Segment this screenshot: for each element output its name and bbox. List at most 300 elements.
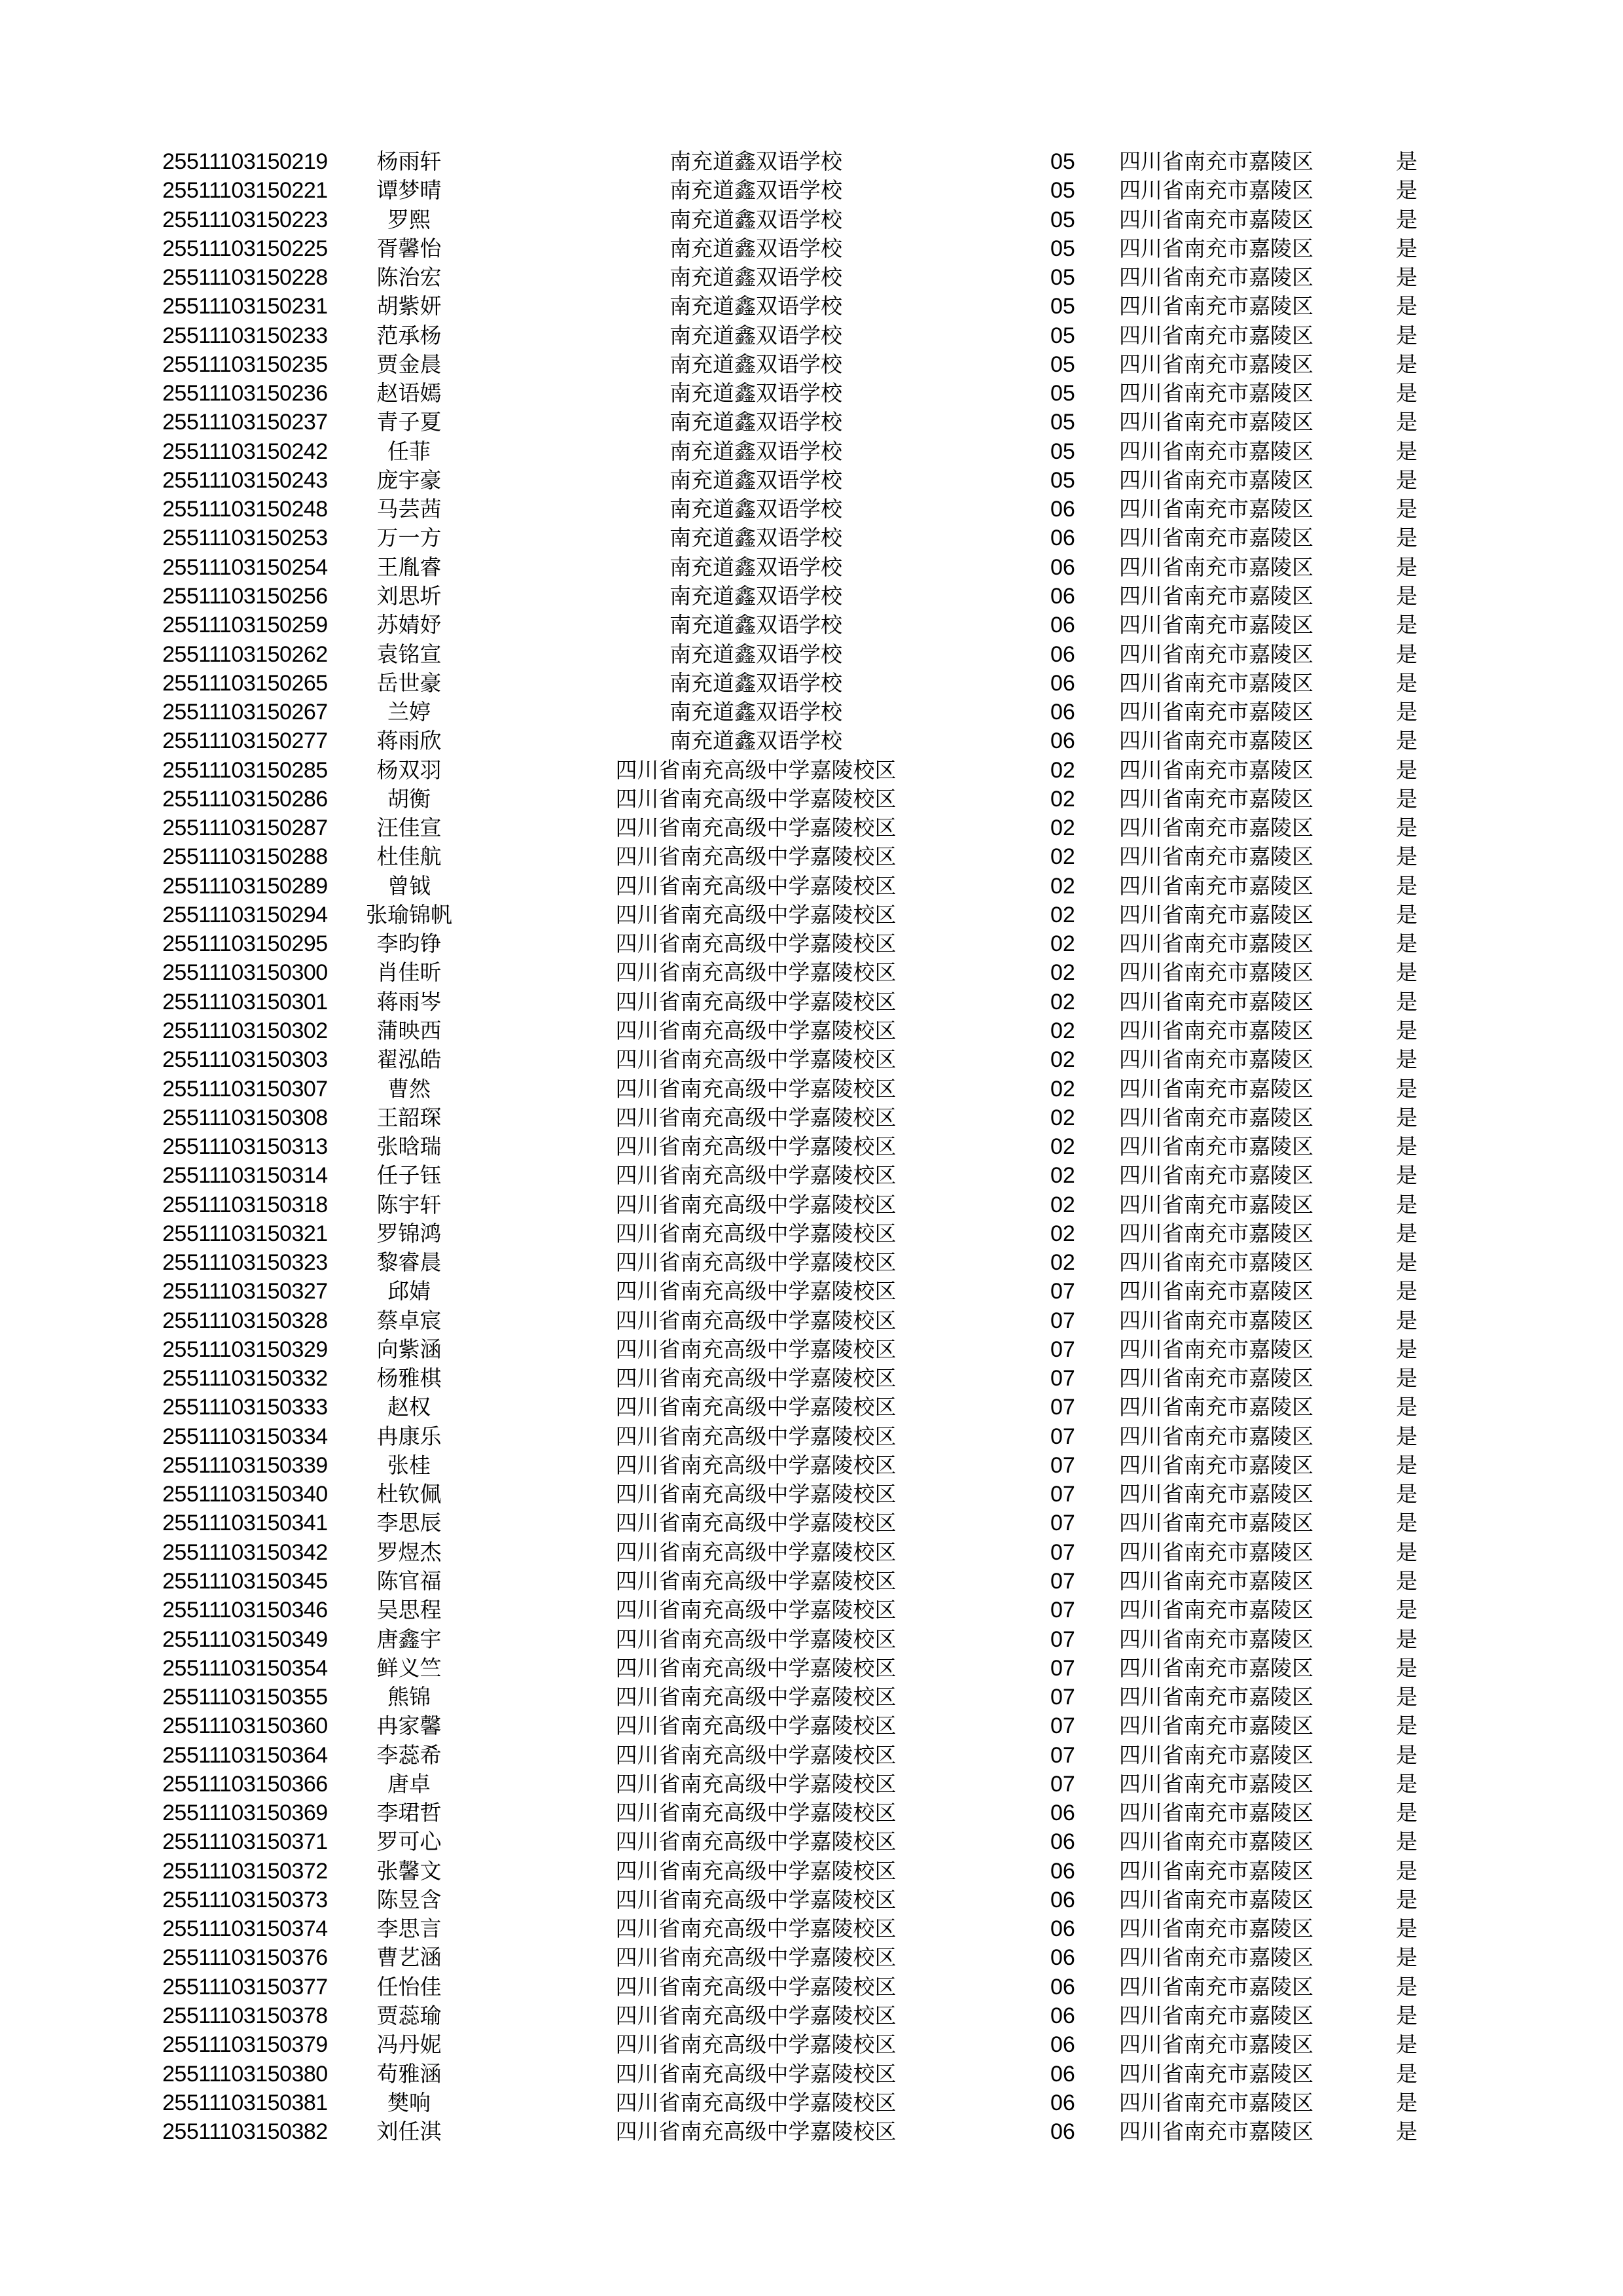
student-name-cell: 冉家馨 [376, 1713, 442, 1739]
student-name-cell: 蒋雨岑 [376, 988, 442, 1014]
student-name-cell: 蔡卓宸 [376, 1307, 442, 1333]
status-flag-cell: 是 [1396, 1134, 1418, 1160]
school-name-cell: 四川省南充高级中学嘉陵校区 [615, 1568, 897, 1594]
student-id-cell: 25511103150339 [162, 1452, 328, 1478]
status-flag-cell: 是 [1396, 785, 1418, 812]
school-name-cell: 四川省南充高级中学嘉陵校区 [615, 2089, 897, 2115]
status-flag-cell: 是 [1396, 1075, 1418, 1102]
student-name-cell: 杨雅棋 [376, 1365, 442, 1391]
school-name-cell: 四川省南充高级中学嘉陵校区 [615, 931, 897, 957]
region-cell: 四川省南充市嘉陵区 [1119, 1307, 1313, 1333]
student-name-cell: 谭梦晴 [376, 177, 442, 204]
school-name-cell: 四川省南充高级中学嘉陵校区 [615, 960, 897, 986]
status-flag-cell: 是 [1396, 815, 1418, 841]
student-id-cell: 25511103150223 [162, 207, 328, 232]
class-number-cell: 06 [1050, 2119, 1075, 2145]
status-flag-cell: 是 [1396, 1191, 1418, 1217]
table-row [0, 698, 1623, 726]
table-row [0, 1799, 1623, 1827]
region-cell: 四川省南充市嘉陵区 [1119, 322, 1313, 348]
table-row [0, 1538, 1623, 1567]
student-id-cell: 25511103150360 [162, 1713, 328, 1739]
region-cell: 四川省南充市嘉陵区 [1119, 206, 1313, 232]
class-number-cell: 06 [1050, 1858, 1075, 1884]
class-number-cell: 02 [1050, 960, 1075, 986]
status-flag-cell: 是 [1396, 1249, 1418, 1276]
table-row [0, 611, 1623, 639]
school-name-cell: 四川省南充高级中学嘉陵校区 [615, 785, 897, 812]
student-name-cell: 曹然 [387, 1075, 431, 1102]
table-row [0, 901, 1623, 929]
student-name-cell: 胡紫妍 [376, 293, 442, 319]
region-cell: 四川省南充市嘉陵区 [1119, 901, 1313, 927]
class-number-cell: 02 [1050, 1105, 1075, 1130]
region-cell: 四川省南充市嘉陵区 [1119, 1191, 1313, 1217]
status-flag-cell: 是 [1396, 1278, 1418, 1304]
table-row [0, 1335, 1623, 1364]
class-number-cell: 07 [1050, 1713, 1075, 1739]
student-id-cell: 25511103150300 [162, 960, 328, 986]
class-number-cell: 06 [1050, 1801, 1075, 1826]
table-row [0, 1480, 1623, 1509]
status-flag-cell: 是 [1396, 1220, 1418, 1246]
student-id-cell: 25511103150329 [162, 1336, 328, 1362]
student-name-cell: 兰婷 [387, 699, 431, 725]
region-cell: 四川省南充市嘉陵区 [1119, 1684, 1313, 1710]
status-flag-cell: 是 [1396, 1829, 1418, 1855]
student-name-cell: 任怡佳 [376, 1973, 442, 2000]
table-row [0, 640, 1623, 669]
status-flag-cell: 是 [1396, 409, 1418, 435]
class-number-cell: 06 [1050, 1916, 1075, 1942]
table-row [0, 1596, 1623, 1624]
school-name-cell: 四川省南充高级中学嘉陵校区 [615, 1655, 897, 1681]
status-flag-cell: 是 [1396, 1770, 1418, 1797]
student-name-cell: 万一方 [376, 525, 442, 551]
class-number-cell: 06 [1050, 1829, 1075, 1855]
school-name-cell: 四川省南充高级中学嘉陵校区 [615, 1075, 897, 1102]
school-name-cell: 南充道鑫双语学校 [669, 206, 842, 232]
student-name-cell: 陈宇轩 [376, 1191, 442, 1217]
student-name-cell: 蒋雨欣 [376, 728, 442, 754]
school-name-cell: 四川省南充高级中学嘉陵校区 [615, 1886, 897, 1912]
table-row [0, 2030, 1623, 2059]
school-name-cell: 四川省南充高级中学嘉陵校区 [615, 1742, 897, 1768]
school-name-cell: 四川省南充高级中学嘉陵校区 [615, 2060, 897, 2087]
student-id-cell: 25511103150259 [162, 613, 328, 638]
status-flag-cell: 是 [1396, 1916, 1418, 1942]
table-row [0, 292, 1623, 321]
status-flag-cell: 是 [1396, 2032, 1418, 2058]
class-number-cell: 07 [1050, 1452, 1075, 1478]
table-row [0, 2117, 1623, 2146]
status-flag-cell: 是 [1396, 322, 1418, 348]
student-name-cell: 邱婧 [387, 1278, 431, 1304]
student-id-cell: 25511103150302 [162, 1018, 328, 1043]
class-number-cell: 05 [1050, 265, 1075, 291]
student-name-cell: 王韶琛 [376, 1104, 442, 1130]
student-id-cell: 25511103150372 [162, 1858, 328, 1884]
student-id-cell: 25511103150380 [162, 2061, 328, 2087]
student-id-cell: 25511103150237 [162, 410, 328, 435]
table-row [0, 263, 1623, 292]
table-row [0, 350, 1623, 379]
student-name-cell: 杜钦佩 [376, 1481, 442, 1507]
student-id-cell: 25511103150345 [162, 1569, 328, 1594]
region-cell: 四川省南充市嘉陵区 [1119, 1597, 1313, 1623]
status-flag-cell: 是 [1396, 901, 1418, 927]
table-row [0, 929, 1623, 958]
status-flag-cell: 是 [1396, 438, 1418, 464]
status-flag-cell: 是 [1396, 380, 1418, 406]
student-name-cell: 王胤睿 [376, 554, 442, 580]
student-id-cell: 25511103150254 [162, 554, 328, 580]
table-row [0, 1045, 1623, 1074]
region-cell: 四川省南充市嘉陵区 [1119, 1510, 1313, 1536]
status-flag-cell: 是 [1396, 1539, 1418, 1565]
table-row [0, 147, 1623, 176]
region-cell: 四川省南充市嘉陵区 [1119, 1945, 1313, 1971]
school-name-cell: 四川省南充高级中学嘉陵校区 [615, 844, 897, 870]
student-id-cell: 25511103150334 [162, 1424, 328, 1449]
school-name-cell: 南充道鑫双语学校 [669, 641, 842, 667]
class-number-cell: 05 [1050, 236, 1075, 261]
table-row [0, 958, 1623, 987]
status-flag-cell: 是 [1396, 1452, 1418, 1478]
school-name-cell: 南充道鑫双语学校 [669, 525, 842, 551]
student-name-cell: 曾钺 [387, 872, 431, 899]
table-row [0, 553, 1623, 582]
status-flag-cell: 是 [1396, 2060, 1418, 2087]
status-flag-cell: 是 [1396, 177, 1418, 204]
status-flag-cell: 是 [1396, 351, 1418, 377]
table-row [0, 1770, 1623, 1799]
class-number-cell: 06 [1050, 526, 1075, 551]
class-number-cell: 06 [1050, 613, 1075, 638]
region-cell: 四川省南充市嘉陵区 [1119, 1886, 1313, 1912]
student-id-cell: 25511103150219 [162, 149, 328, 174]
status-flag-cell: 是 [1396, 1857, 1418, 1884]
student-id-cell: 25511103150349 [162, 1626, 328, 1652]
region-cell: 四川省南充市嘉陵区 [1119, 1481, 1313, 1507]
school-name-cell: 南充道鑫双语学校 [669, 409, 842, 435]
student-id-cell: 25511103150374 [162, 1916, 328, 1942]
student-name-cell: 罗锦鸿 [376, 1220, 442, 1246]
region-cell: 四川省南充市嘉陵区 [1119, 1655, 1313, 1681]
class-number-cell: 06 [1050, 554, 1075, 580]
status-flag-cell: 是 [1396, 235, 1418, 261]
school-name-cell: 四川省南充高级中学嘉陵校区 [615, 1191, 897, 1217]
student-id-cell: 25511103150308 [162, 1105, 328, 1130]
table-row [0, 1712, 1623, 1740]
class-number-cell: 06 [1050, 2090, 1075, 2115]
status-flag-cell: 是 [1396, 1510, 1418, 1536]
region-cell: 四川省南充市嘉陵区 [1119, 1916, 1313, 1942]
class-number-cell: 05 [1050, 410, 1075, 435]
school-name-cell: 四川省南充高级中学嘉陵校区 [615, 1597, 897, 1623]
student-name-cell: 杜佳航 [376, 844, 442, 870]
region-cell: 四川省南充市嘉陵区 [1119, 1770, 1313, 1797]
class-number-cell: 06 [1050, 583, 1075, 609]
status-flag-cell: 是 [1396, 641, 1418, 667]
class-number-cell: 06 [1050, 641, 1075, 667]
student-id-cell: 25511103150287 [162, 816, 328, 841]
student-name-cell: 马芸茜 [376, 496, 442, 522]
student-name-cell: 青子夏 [376, 409, 442, 435]
status-flag-cell: 是 [1396, 1568, 1418, 1594]
school-name-cell: 四川省南充高级中学嘉陵校区 [615, 1945, 897, 1971]
student-id-cell: 25511103150381 [162, 2090, 328, 2115]
student-name-cell: 李思言 [376, 1916, 442, 1942]
student-name-cell: 袁铭宣 [376, 641, 442, 667]
status-flag-cell: 是 [1396, 467, 1418, 493]
class-number-cell: 05 [1050, 323, 1075, 348]
school-name-cell: 四川省南充高级中学嘉陵校区 [615, 1916, 897, 1942]
school-name-cell: 四川省南充高级中学嘉陵校区 [615, 1684, 897, 1710]
class-number-cell: 06 [1050, 2003, 1075, 2028]
student-id-cell: 25511103150354 [162, 1655, 328, 1681]
region-cell: 四川省南充市嘉陵区 [1119, 728, 1313, 754]
status-flag-cell: 是 [1396, 293, 1418, 319]
region-cell: 四川省南充市嘉陵区 [1119, 1742, 1313, 1768]
status-flag-cell: 是 [1396, 525, 1418, 551]
table-row [0, 1277, 1623, 1306]
student-name-cell: 陈官福 [376, 1568, 442, 1594]
student-name-cell: 吴思程 [376, 1597, 442, 1623]
region-cell: 四川省南充市嘉陵区 [1119, 699, 1313, 725]
table-row [0, 1943, 1623, 1972]
student-name-cell: 肖佳昕 [376, 960, 442, 986]
table-row [0, 1509, 1623, 1537]
region-cell: 四川省南充市嘉陵区 [1119, 1857, 1313, 1884]
status-flag-cell: 是 [1396, 1481, 1418, 1507]
student-name-cell: 李珺哲 [376, 1800, 442, 1826]
table-row [0, 1827, 1623, 1856]
table-row [0, 1191, 1623, 1219]
class-number-cell: 07 [1050, 1539, 1075, 1565]
status-flag-cell: 是 [1396, 699, 1418, 725]
region-cell: 四川省南充市嘉陵区 [1119, 670, 1313, 696]
student-name-cell: 曹艺涵 [376, 1945, 442, 1971]
student-id-cell: 25511103150277 [162, 728, 328, 754]
student-name-cell: 向紫涵 [376, 1336, 442, 1362]
student-list-table [0, 147, 1623, 2146]
student-name-cell: 罗熙 [387, 206, 431, 232]
student-name-cell: 杨双羽 [376, 757, 442, 783]
student-name-cell: 唐卓 [387, 1770, 431, 1797]
student-name-cell: 苟雅涵 [376, 2060, 442, 2087]
student-name-cell: 鲜义竺 [376, 1655, 442, 1681]
student-id-cell: 25511103150382 [162, 2119, 328, 2145]
class-number-cell: 05 [1050, 178, 1075, 204]
student-name-cell: 翟泓皓 [376, 1047, 442, 1073]
status-flag-cell: 是 [1396, 264, 1418, 291]
table-row [0, 1219, 1623, 1248]
class-number-cell: 05 [1050, 381, 1075, 406]
school-name-cell: 南充道鑫双语学校 [669, 177, 842, 204]
class-number-cell: 02 [1050, 1250, 1075, 1276]
student-name-cell: 张馨文 [376, 1857, 442, 1884]
student-name-cell: 刘思圻 [376, 583, 442, 609]
school-name-cell: 四川省南充高级中学嘉陵校区 [615, 1539, 897, 1565]
table-row [0, 1973, 1623, 2001]
student-id-cell: 25511103150327 [162, 1279, 328, 1304]
school-name-cell: 四川省南充高级中学嘉陵校区 [615, 815, 897, 841]
region-cell: 四川省南充市嘉陵区 [1119, 931, 1313, 957]
status-flag-cell: 是 [1396, 1886, 1418, 1912]
table-row [0, 379, 1623, 408]
student-id-cell: 25511103150267 [162, 700, 328, 725]
school-name-cell: 南充道鑫双语学校 [669, 583, 842, 609]
class-number-cell: 07 [1050, 1366, 1075, 1391]
class-number-cell: 05 [1050, 467, 1075, 493]
school-name-cell: 四川省南充高级中学嘉陵校区 [615, 1104, 897, 1130]
table-row [0, 234, 1623, 263]
status-flag-cell: 是 [1396, 1365, 1418, 1391]
status-flag-cell: 是 [1396, 1945, 1418, 1971]
class-number-cell: 06 [1050, 728, 1075, 754]
region-cell: 四川省南充市嘉陵区 [1119, 1973, 1313, 2000]
table-row [0, 1132, 1623, 1161]
school-name-cell: 南充道鑫双语学校 [669, 293, 842, 319]
status-flag-cell: 是 [1396, 1423, 1418, 1449]
status-flag-cell: 是 [1396, 988, 1418, 1014]
student-id-cell: 25511103150256 [162, 583, 328, 609]
class-number-cell: 02 [1050, 873, 1075, 899]
class-number-cell: 02 [1050, 1076, 1075, 1102]
school-name-cell: 南充道鑫双语学校 [669, 322, 842, 348]
class-number-cell: 06 [1050, 1945, 1075, 1971]
student-id-cell: 25511103150286 [162, 786, 328, 812]
school-name-cell: 四川省南充高级中学嘉陵校区 [615, 1278, 897, 1304]
school-name-cell: 南充道鑫双语学校 [669, 351, 842, 377]
region-cell: 四川省南充市嘉陵区 [1119, 1423, 1313, 1449]
class-number-cell: 06 [1050, 497, 1075, 522]
student-id-cell: 25511103150376 [162, 1945, 328, 1971]
status-flag-cell: 是 [1396, 1684, 1418, 1710]
status-flag-cell: 是 [1396, 1336, 1418, 1362]
student-id-cell: 25511103150301 [162, 989, 328, 1014]
table-row [0, 1857, 1623, 1886]
table-row [0, 872, 1623, 901]
student-id-cell: 25511103150364 [162, 1742, 328, 1768]
table-row [0, 814, 1623, 842]
status-flag-cell: 是 [1396, 1597, 1418, 1623]
region-cell: 四川省南充市嘉陵区 [1119, 872, 1313, 899]
table-row [0, 1683, 1623, 1712]
region-cell: 四川省南充市嘉陵区 [1119, 1017, 1313, 1043]
student-id-cell: 25511103150294 [162, 902, 328, 927]
school-name-cell: 南充道鑫双语学校 [669, 699, 842, 725]
school-name-cell: 四川省南充高级中学嘉陵校区 [615, 1481, 897, 1507]
region-cell: 四川省南充市嘉陵区 [1119, 1800, 1313, 1826]
region-cell: 四川省南充市嘉陵区 [1119, 2119, 1313, 2145]
student-name-cell: 罗可心 [376, 1829, 442, 1855]
class-number-cell: 07 [1050, 1336, 1075, 1362]
student-id-cell: 25511103150233 [162, 323, 328, 348]
student-id-cell: 25511103150366 [162, 1771, 328, 1797]
status-flag-cell: 是 [1396, 728, 1418, 754]
student-name-cell: 李蕊希 [376, 1742, 442, 1768]
region-cell: 四川省南充市嘉陵区 [1119, 380, 1313, 406]
table-row [0, 1741, 1623, 1770]
student-name-cell: 岳世豪 [376, 670, 442, 696]
class-number-cell: 06 [1050, 2032, 1075, 2058]
region-cell: 四川省南充市嘉陵区 [1119, 264, 1313, 291]
student-id-cell: 25511103150369 [162, 1801, 328, 1826]
school-name-cell: 四川省南充高级中学嘉陵校区 [615, 1770, 897, 1797]
class-number-cell: 02 [1050, 786, 1075, 812]
class-number-cell: 06 [1050, 670, 1075, 696]
table-row [0, 1161, 1623, 1190]
student-id-cell: 25511103150328 [162, 1308, 328, 1333]
student-id-cell: 25511103150289 [162, 873, 328, 899]
region-cell: 四川省南充市嘉陵区 [1119, 525, 1313, 551]
table-row [0, 2060, 1623, 2089]
school-name-cell: 四川省南充高级中学嘉陵校区 [615, 1800, 897, 1826]
student-name-cell: 任子钰 [376, 1162, 442, 1189]
region-cell: 四川省南充市嘉陵区 [1119, 1539, 1313, 1565]
region-cell: 四川省南充市嘉陵区 [1119, 2089, 1313, 2115]
student-id-cell: 25511103150346 [162, 1598, 328, 1623]
student-id-cell: 25511103150262 [162, 641, 328, 667]
student-name-cell: 赵语嫣 [376, 380, 442, 406]
table-row [0, 1567, 1623, 1596]
region-cell: 四川省南充市嘉陵区 [1119, 235, 1313, 261]
region-cell: 四川省南充市嘉陵区 [1119, 1336, 1313, 1362]
student-id-cell: 25511103150248 [162, 497, 328, 522]
region-cell: 四川省南充市嘉陵区 [1119, 1104, 1313, 1130]
student-name-cell: 汪佳宣 [376, 815, 442, 841]
region-cell: 四川省南充市嘉陵区 [1119, 641, 1313, 667]
status-flag-cell: 是 [1396, 960, 1418, 986]
table-row [0, 785, 1623, 814]
table-row [0, 1364, 1623, 1393]
class-number-cell: 02 [1050, 1163, 1075, 1189]
school-name-cell: 南充道鑫双语学校 [669, 612, 842, 638]
table-row [0, 756, 1623, 785]
table-row [0, 1422, 1623, 1451]
region-cell: 四川省南充市嘉陵区 [1119, 177, 1313, 204]
student-id-cell: 25511103150378 [162, 2003, 328, 2028]
region-cell: 四川省南充市嘉陵区 [1119, 554, 1313, 580]
region-cell: 四川省南充市嘉陵区 [1119, 1047, 1313, 1073]
class-number-cell: 07 [1050, 1279, 1075, 1304]
class-number-cell: 02 [1050, 757, 1075, 783]
region-cell: 四川省南充市嘉陵区 [1119, 2003, 1313, 2028]
school-name-cell: 南充道鑫双语学校 [669, 467, 842, 493]
class-number-cell: 07 [1050, 1655, 1075, 1681]
class-number-cell: 02 [1050, 1134, 1075, 1160]
table-row [0, 466, 1623, 495]
school-name-cell: 四川省南充高级中学嘉陵校区 [615, 1973, 897, 2000]
region-cell: 四川省南充市嘉陵区 [1119, 757, 1313, 783]
school-name-cell: 四川省南充高级中学嘉陵校区 [615, 1394, 897, 1420]
student-name-cell: 杨雨轩 [376, 149, 442, 174]
student-name-cell: 陈治宏 [376, 264, 442, 291]
table-row [0, 842, 1623, 871]
table-row [0, 726, 1623, 755]
student-name-cell: 胥馨怡 [376, 235, 442, 261]
class-number-cell: 07 [1050, 1742, 1075, 1768]
student-id-cell: 25511103150377 [162, 1974, 328, 2000]
class-number-cell: 07 [1050, 1685, 1075, 1710]
school-name-cell: 南充道鑫双语学校 [669, 728, 842, 754]
table-row [0, 582, 1623, 611]
student-name-cell: 张桂 [387, 1452, 431, 1478]
status-flag-cell: 是 [1396, 1713, 1418, 1739]
class-number-cell: 02 [1050, 1047, 1075, 1073]
